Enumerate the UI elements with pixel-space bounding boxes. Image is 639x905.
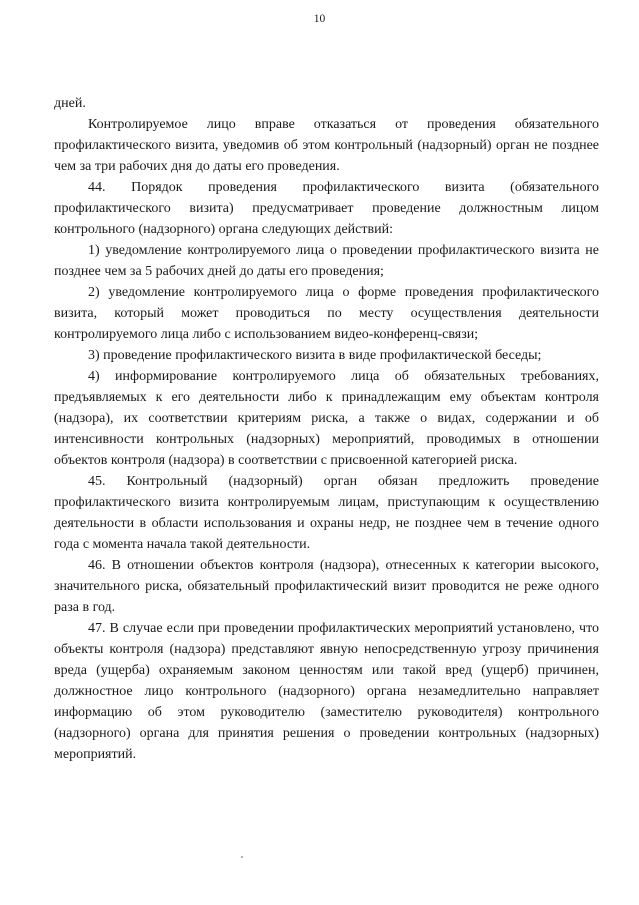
paragraph-45: 45. Контрольный (надзорный) орган обязан предложить проведение профилактического визита контролируемым лицам, приступающим к осуществлению деятельности в области использования и охраны недр, не позднее чем в течение одного года с момента начала такой деятельности. xyxy=(54,474,599,552)
paragraph-44: 44. Порядок проведения профилактического визита (обязательного профилактического визита) предусматривает проведение должностным лицом контрольного (надзорного) органа следующих действий: xyxy=(54,180,599,237)
paragraph-refusal: Контролируемое лицо вправе отказаться от проведения обязательного профилактического визита, уведомив об этом контрольный (надзорный) орган не позднее чем за три рабочих дня до даты его проведения. xyxy=(54,117,599,174)
paragraph-46: 46. В отношении объектов контроля (надзора), отнесенных к категории высокого, значительного риска, обязательный профилактический визит проводится не реже одного раза в год. xyxy=(54,558,599,615)
list-item-1: 1) уведомление контролируемого лица о проведении профилактического визита не позднее чем за 5 рабочих дней до даты его проведения; xyxy=(54,243,599,279)
page-number: 10 xyxy=(313,13,326,25)
paragraph-continuation: дней. xyxy=(54,96,86,111)
list-item-2: 2) уведомление контролируемого лица о форме проведения профилактического визита, который может проводиться по месту осуществления деятельности контролируемого лица либо с использованием видео-конференц-связи; xyxy=(54,285,599,342)
list-item-4: 4) информирование контролируемого лица об обязательных требованиях, предъявляемых к его деятельности либо к принадлежащим ему объектам контроля (надзора), их соответствии критериям риска, а также о видах, содержании и об интенсивности контрольных (надзорных) мероприятий, проводимых в отношении объектов контроля (надзора) в соответствии с присвоенной категорией риска. xyxy=(54,369,599,468)
scan-speck xyxy=(241,856,243,858)
paragraph-47: 47. В случае если при проведении профилактических мероприятий установлено, что объекты контроля (надзора) представляют явную непосредственную угрозу причинения вреда (ущерба) охраняемым законом ценностям или такой вред (ущерб) причинен, должностное лицо контрольного (надзорного) органа незамедлительно направляет информацию об этом руководителю (заместителю руководителя) контрольного (надзорного) органа для принятия решения о проведении контрольных (надзорных) мероприятий. xyxy=(54,621,599,762)
document-body xyxy=(54,93,599,765)
list-item-3: 3) проведение профилактического визита в виде профилактической беседы; xyxy=(88,348,542,363)
